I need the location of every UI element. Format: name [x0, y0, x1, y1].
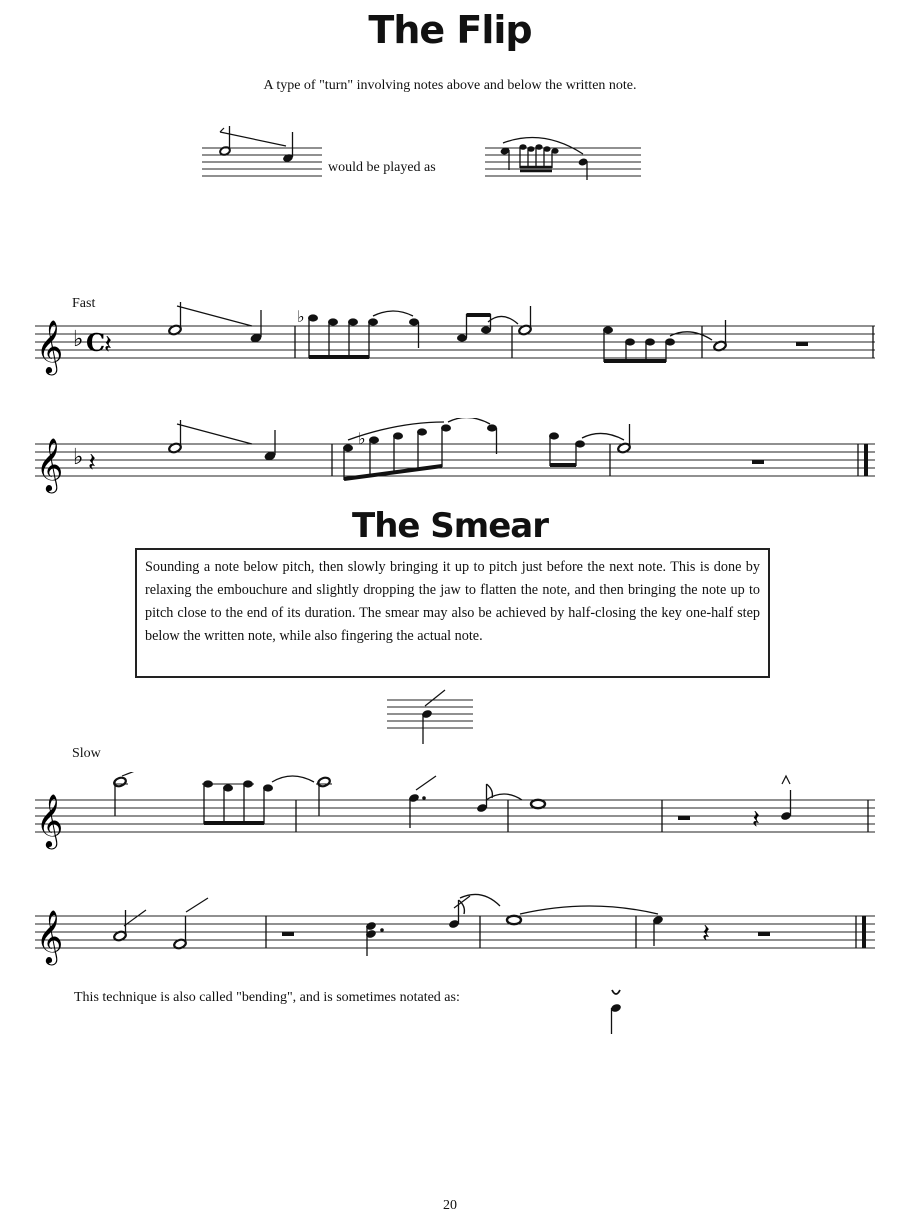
whole-note — [507, 916, 521, 924]
flip-tempo-marking: Fast — [72, 296, 96, 311]
svg-text:𝄽: 𝄽 — [752, 805, 760, 835]
whole-note — [531, 800, 545, 808]
treble-clef: 𝄞 — [36, 437, 64, 491]
svg-text:𝄽: 𝄽 — [88, 448, 96, 478]
flip-example-connector: would be played as — [328, 160, 436, 175]
bending-note-text: This technique is also called "bending", and is sometimes notated as: — [74, 990, 460, 1005]
svg-text:𝄽: 𝄽 — [702, 919, 710, 949]
svg-text:♭: ♭ — [73, 445, 84, 470]
smear-tempo-marking: Slow — [72, 746, 101, 761]
flip-description: A type of "turn" involving notes above and below the written note. — [263, 78, 637, 93]
treble-clef: 𝄞 — [36, 793, 64, 847]
flip-played-example — [483, 130, 643, 190]
bend-notation-icon — [600, 984, 640, 1039]
smear-definition-box — [135, 548, 770, 678]
smear-definition-text: Sounding a note below pitch, then slowly bringing it up to pitch just before the next note. This is done by relaxing the embouchure and slightly dropping the jaw to flatten the note, and then bringing the note up to pitch close to the end of its duration. The smear may also be achieved by half-closing the key one-half step below the written note, while also fingering the actual note. — [145, 559, 760, 644]
svg-text:♭: ♭ — [73, 327, 84, 352]
svg-text:♭: ♭ — [297, 307, 305, 326]
svg-text:𝄽: 𝄽 — [104, 330, 112, 360]
smear-symbol-example — [385, 688, 475, 748]
treble-clef: 𝄞 — [36, 319, 64, 373]
smear-title: The Smear — [352, 506, 548, 546]
flip-staff-2 — [30, 418, 880, 508]
flip-title: The Flip — [368, 8, 532, 52]
svg-text:C: C — [86, 328, 106, 357]
page-number: 20 — [443, 1198, 457, 1213]
flip-staff-1 — [30, 300, 880, 390]
smear-staff-1 — [30, 772, 880, 862]
smear-mark — [425, 690, 445, 706]
flip-written-example — [200, 120, 325, 190]
smear-staff-2 — [30, 890, 880, 980]
treble-clef: 𝄞 — [36, 909, 64, 963]
svg-text:♭: ♭ — [358, 429, 366, 448]
